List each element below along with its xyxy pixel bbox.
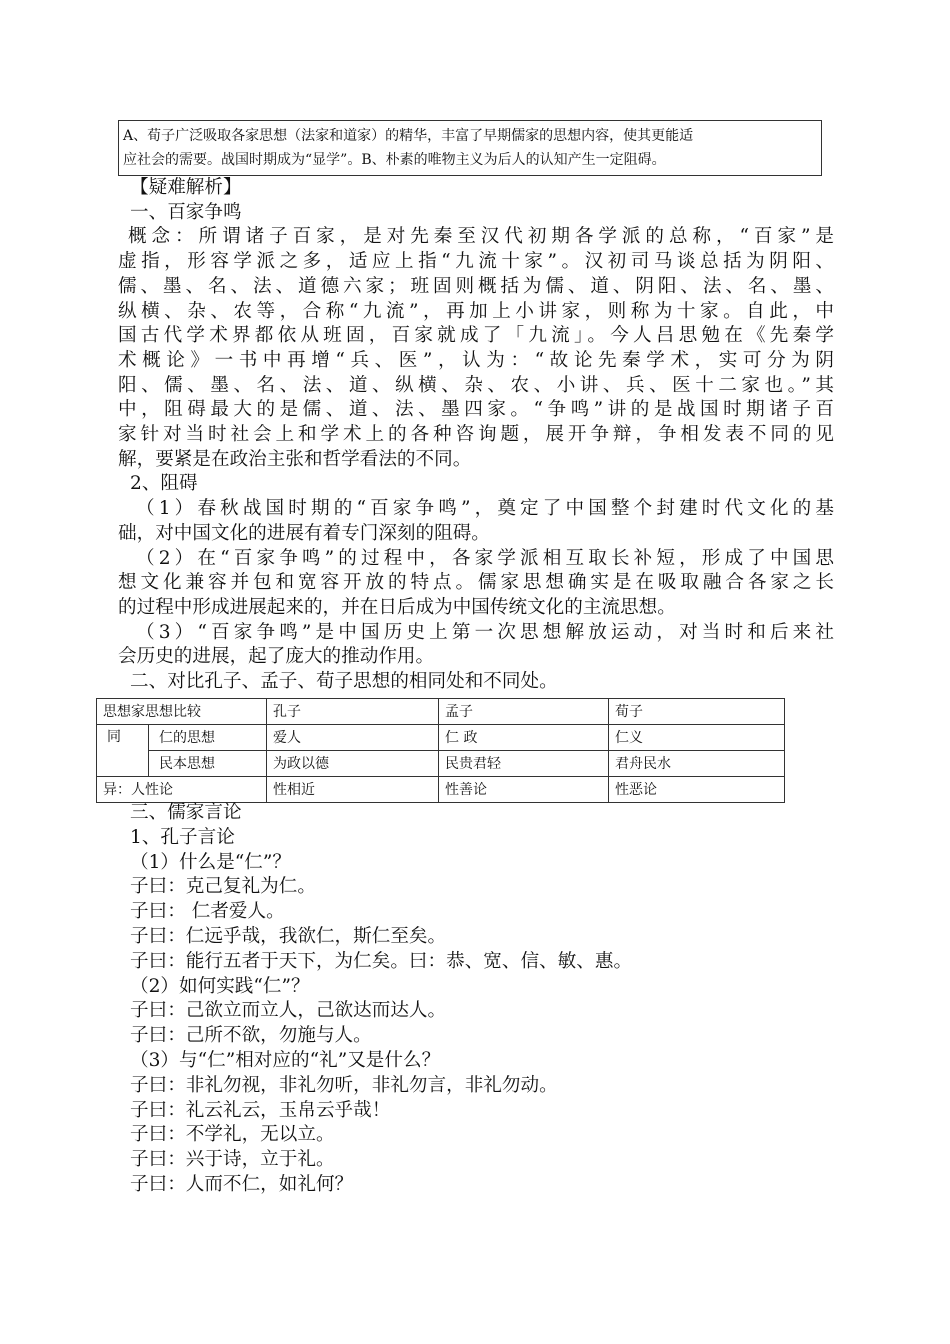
confucian-sayings-section <box>118 801 834 1198</box>
paragraph-line: （3）“百家争鸣”是中国历史上第一次思想解放运动，对当时和后来社 <box>136 621 834 643</box>
concept-line: 虚指，形容学派之多，适应上指“九流十家”。汉初司马谈总括为阴阳、 <box>118 251 834 273</box>
paragraph-line: （1）春秋战国时期的“百家争鸣”，奠定了中国整个封建时代文化的基 <box>136 498 834 520</box>
quote-line: 子曰：人而不仁，如礼何？ <box>130 1173 354 1195</box>
paragraph-line: 的过程中形成进展起来的，并在日后成为中国传统文化的主流思想。 <box>118 596 676 618</box>
concept-line: 纵横、杂、农等，合称“九流”，再加上小讲家，则称为十家。自此，中 <box>118 300 834 322</box>
table-cell: 爱人 <box>267 725 439 751</box>
table-cell: 君舟民水 <box>609 751 785 777</box>
comparison-table <box>96 698 785 803</box>
answer-box-line: A、荀子广泛吸取各家思想（法家和道家）的精华，丰富了早期儒家的思想内容，使其更能适 <box>123 128 694 144</box>
question-heading: （1）什么是“仁”？ <box>130 851 291 873</box>
table-cell: 性相近 <box>267 777 439 803</box>
table-row <box>97 777 785 803</box>
table-cell: 民本思想 <box>149 751 267 777</box>
section3-title: 三、儒家言论 <box>130 802 242 823</box>
analysis-heading: 【疑难解析】 <box>130 177 242 198</box>
concept-line: 阳、儒、墨、名、法、道、纵横、杂、农、小讲、兵、医十二家也。”其 <box>118 374 834 396</box>
section2-title: 二、对比孔子、孟子、荀子思想的相同处和不同处。 <box>130 671 558 693</box>
table-cell: 仁义 <box>609 725 785 751</box>
quote-line: 子曰：兴于诗，立于礼。 <box>130 1149 335 1171</box>
analysis-section <box>118 176 834 695</box>
section1-title: 一、百家争鸣 <box>130 201 242 223</box>
table-cell: 孟子 <box>439 699 609 725</box>
answer-box <box>118 120 822 176</box>
sub1-title: 1、孔子言论 <box>130 826 235 848</box>
influence-paragraph-3 <box>118 621 834 670</box>
table-cell: 民贵君轻 <box>439 751 609 777</box>
concept-paragraph <box>118 225 834 472</box>
table-row <box>97 699 785 725</box>
table-cell: 性善论 <box>439 777 609 803</box>
quote-line: 子曰：不学礼，无以立。 <box>130 1124 335 1146</box>
paragraph-line: 想文化兼容并包和宽容开放的特点。儒家思想确实是在吸取融合各家之长 <box>118 572 834 594</box>
concept-line: 术概论》一书中再增“兵、医”，认为：“故论先秦学术，实可分为阴 <box>118 349 834 371</box>
table-cell: 为政以德 <box>267 751 439 777</box>
paragraph-line: （2）在“百家争鸣”的过程中，各家学派相互取长补短，形成了中国思 <box>136 547 834 569</box>
table-cell: 仁 政 <box>439 725 609 751</box>
table-cell: 仁的思想 <box>149 725 267 751</box>
quote-line: 子曰：己欲立而立人，己欲达而达人。 <box>130 1000 447 1022</box>
question-heading: （2）如何实践“仁”？ <box>130 975 310 997</box>
concept-line: 概念：所谓诸子百家，是对先秦至汉代初期各学派的总称，“百家”是 <box>128 226 834 248</box>
table-cell: 思想家思想比较 <box>97 699 267 725</box>
sub2-title: 2、阻碍 <box>130 473 198 495</box>
concept-line: 儒、墨、名、法、道德六家；班固则概括为儒、道、阴阳、法、名、墨、 <box>118 275 834 297</box>
quote-line: 子曰：克己复礼为仁。 <box>130 876 316 898</box>
concept-line: 解，要紧是在政治主张和哲学看法的不同。 <box>118 448 472 470</box>
question-heading: （3）与“仁”相对应的“礼”又是什么？ <box>130 1049 441 1071</box>
quote-line: 子曰：礼云礼云，玉帛云乎哉！ <box>130 1099 391 1121</box>
answer-box-line: 应社会的需要。战国时期成为“显学”。B、朴素的唯物主义为后人的认知产生一定阻碍。 <box>123 152 666 168</box>
paragraph-line: 础，对中国文化的进展有着专门深刻的阻碍。 <box>118 522 490 544</box>
table-cell: 同 <box>97 725 149 777</box>
paragraph-line: 会历史的进展，起了庞大的推动作用。 <box>118 646 435 668</box>
table-cell: 孔子 <box>267 699 439 725</box>
table-row <box>97 751 785 777</box>
quote-line: 子曰：能行五者于天下，为仁矣。曰：恭、宽、信、敏、惠。 <box>130 950 633 972</box>
influence-paragraph-2 <box>118 547 834 621</box>
quote-line: 子曰： 仁者爱人。 <box>130 901 285 923</box>
concept-line: 国古代学术界都依从班固，百家就成了「九流」。今人吕思勉在《先秦学 <box>118 325 834 347</box>
influence-paragraph-1 <box>118 497 834 546</box>
quote-line: 子曰：非礼勿视，非礼勿听，非礼勿言，非礼勿动。 <box>130 1074 558 1096</box>
concept-line: 中，阻碍最大的是儒、道、法、墨四家。“争鸣”讲的是战国时期诸子百 <box>118 399 834 421</box>
table-cell: 异：人性论 <box>97 777 267 803</box>
table-cell: 荀子 <box>609 699 785 725</box>
concept-line: 家针对当时社会上和学术上的各种咨询题，展开争辩，争相发表不同的见 <box>118 424 834 446</box>
quote-line: 子曰：仁远乎哉，我欲仁，斯仁至矣。 <box>130 925 447 947</box>
table-row <box>97 725 785 751</box>
table-cell: 性恶论 <box>609 777 785 803</box>
quote-line: 子曰：己所不欲，勿施与人。 <box>130 1025 372 1047</box>
